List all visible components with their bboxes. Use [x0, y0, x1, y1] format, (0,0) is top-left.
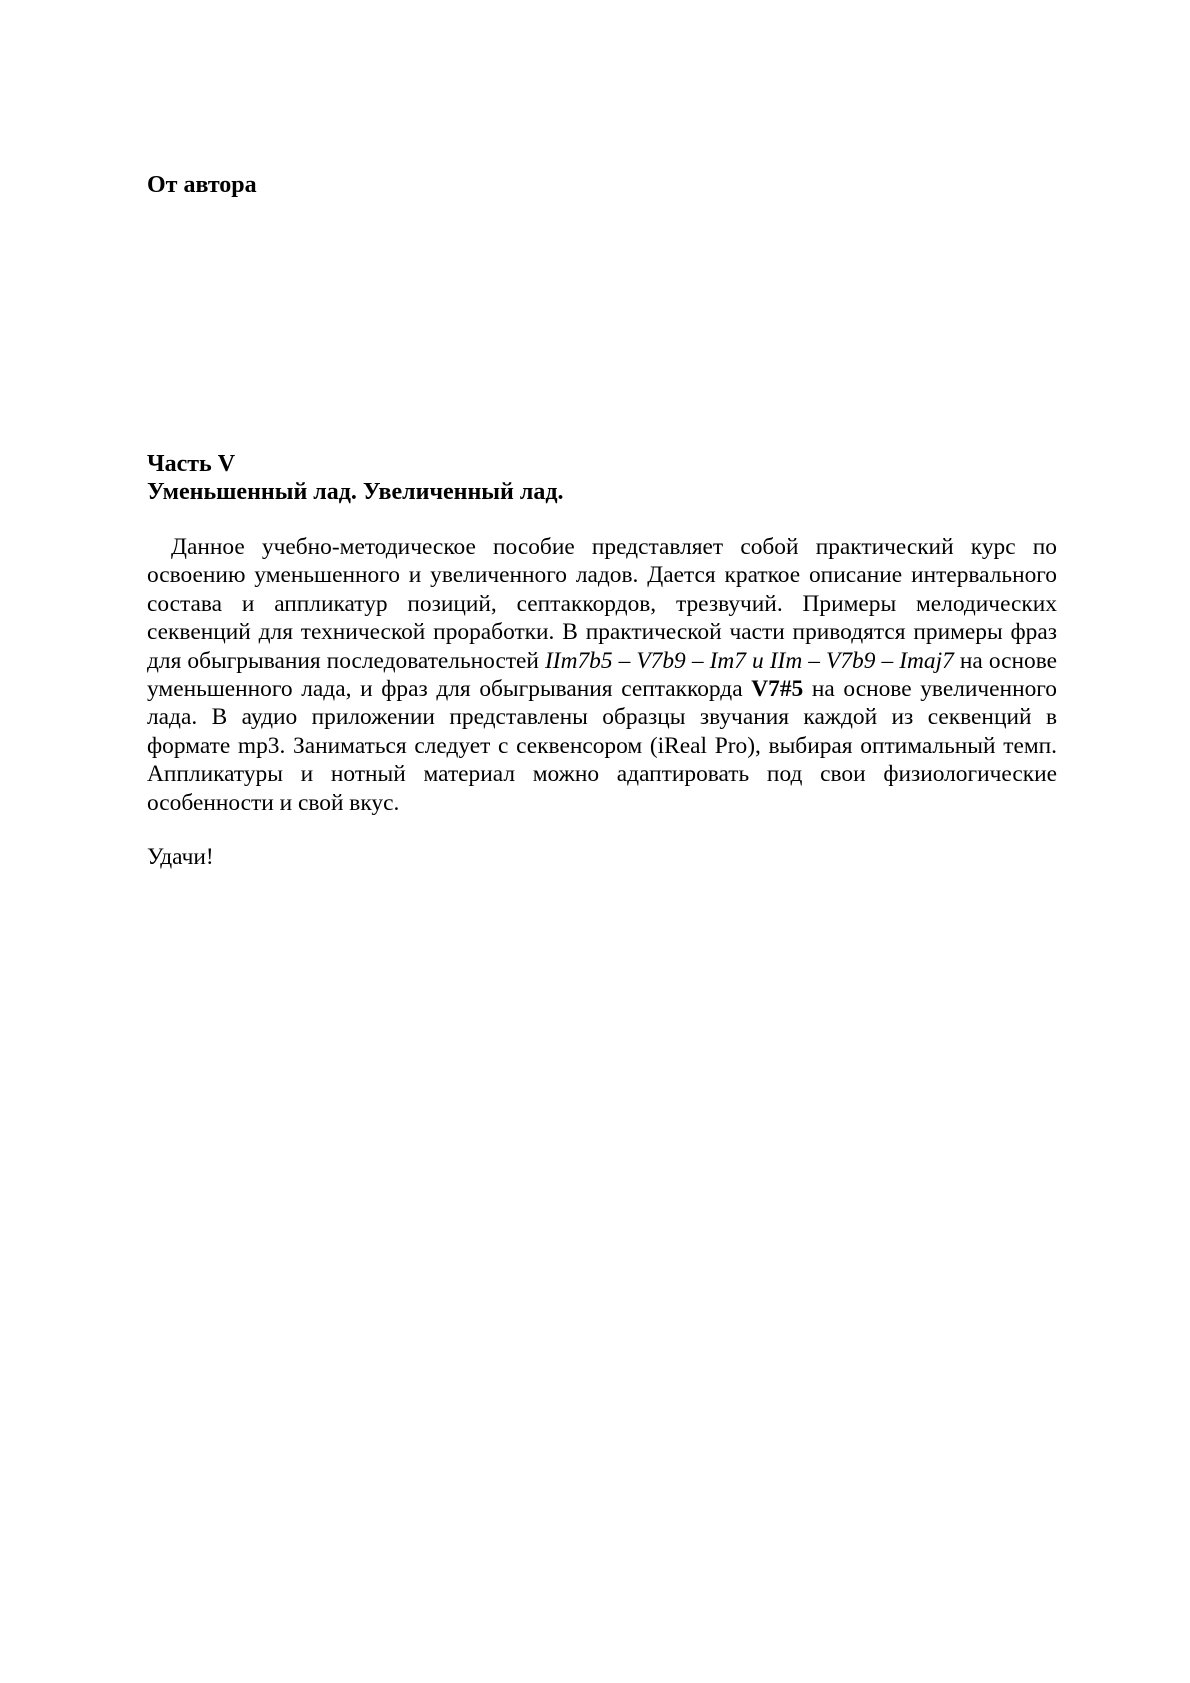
author-heading: От автора	[147, 172, 257, 198]
farewell-text: Удачи!	[147, 844, 214, 870]
description-text-3: на основе увеличенного лада. В аудио приложении представлены образцы звучания каждой из секвенций в формате mp3. Заниматься следует с секвенсором (iReal Pro), выбирая оптимальный темп. Аппликатуры и нотный материал можно адаптировать под свои физиологические особенности и свой вкус.	[147, 676, 1057, 816]
description-paragraph	[147, 533, 1057, 817]
progression-1: IIm7b5 – V7b9 – Im7	[545, 647, 746, 674]
description-text-1: Данное учебно-методическое пособие представляет собой практический курс по освоению уменьшенного и увеличенного ладов. Дается краткое описание интервального состава и аппликатур позиций, септаккордов, трезвучий. Примеры мелодических секвенций для технической проработки. В практической части приводятся примеры фраз для обыгрывания последовательностей	[147, 534, 1057, 674]
part-title: Часть V	[147, 451, 236, 477]
description-text-2: на основе уменьшенного лада, и фраз для обыгрывания септаккорда	[147, 647, 1057, 703]
chord-symbol: V7#5	[751, 676, 804, 703]
progression-2: IIm – V7b9 – Imaj7	[769, 647, 954, 674]
part-subtitle: Уменьшенный лад. Увеличенный лад.	[147, 479, 564, 505]
conjunction: и	[745, 647, 770, 674]
part-heading-block	[147, 450, 1057, 506]
